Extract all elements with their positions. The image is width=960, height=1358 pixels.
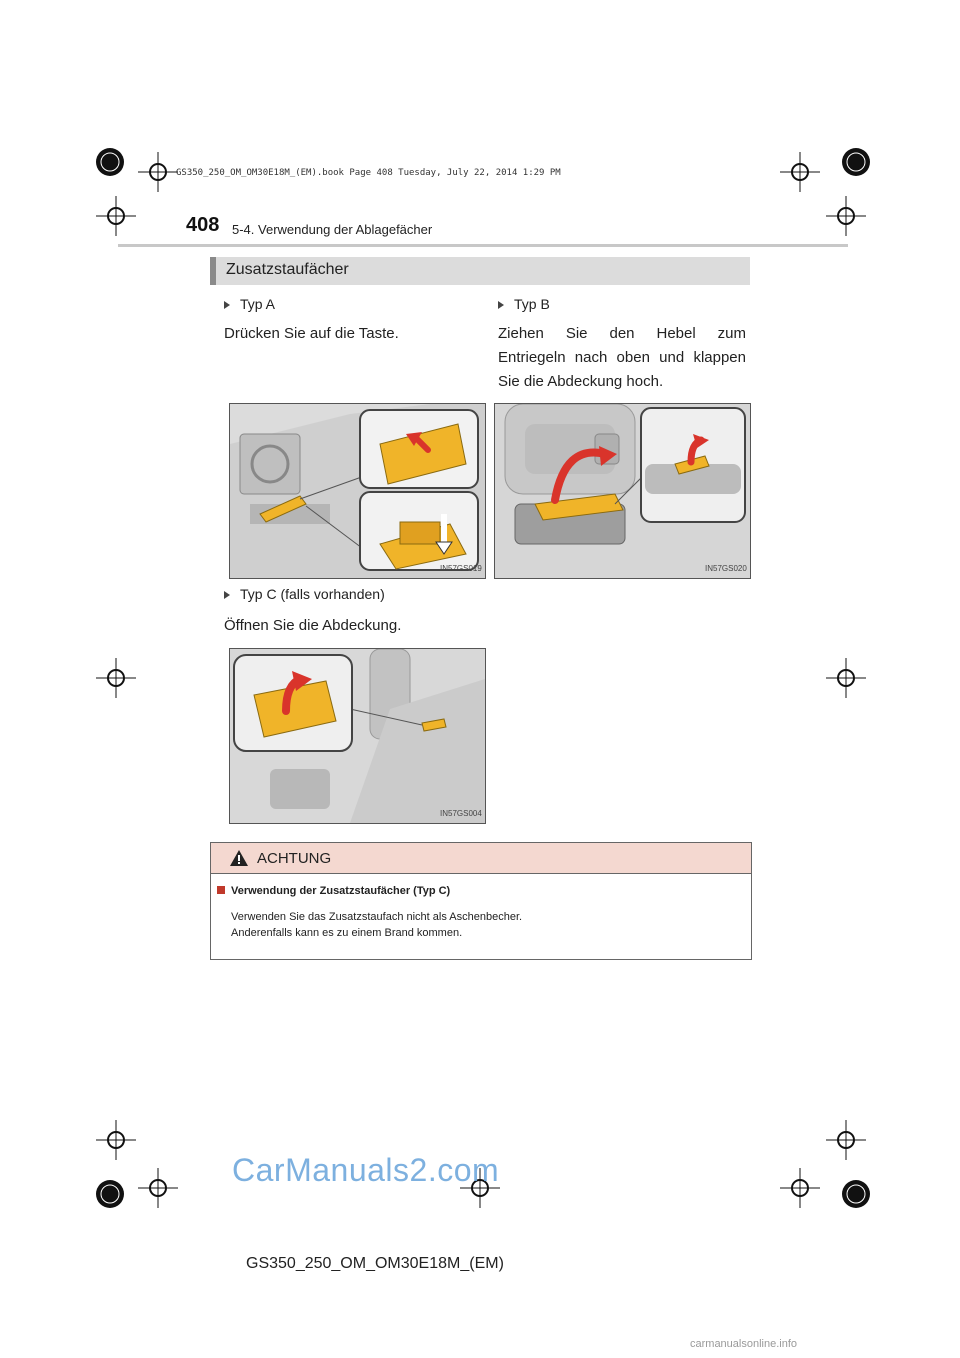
- bullet-arrow-icon: [224, 591, 230, 599]
- watermark-carmanuals2: CarManuals2.com: [232, 1152, 500, 1188]
- figure-type-a-drawing: [230, 404, 485, 578]
- type-c-text: Öffnen Sie die Abdeckung.: [224, 617, 402, 634]
- warning-line-2: Anderenfalls kann es zu einem Brand kommen.: [231, 927, 463, 939]
- registration-mark-top-right-icon: [834, 140, 878, 184]
- square-bullet-icon: [217, 886, 225, 894]
- figure-type-c-drawing: [230, 649, 485, 823]
- section-heading: [210, 257, 750, 285]
- type-a-label-text: Typ A: [240, 296, 276, 312]
- footer-code: GS350_250_OM_OM30E18M_(EM): [246, 1255, 504, 1272]
- registration-mark-bottom-left-icon: [88, 1172, 132, 1216]
- section-accent: [210, 257, 216, 285]
- figure-type-b: [494, 403, 751, 579]
- crosshair-upper-left-icon: [94, 194, 138, 238]
- section-title: Zusatzstaufächer: [226, 261, 349, 278]
- type-c-label: [224, 586, 385, 602]
- watermark-carmanualsonline: carmanualsonline.info: [690, 1338, 798, 1350]
- type-b-label: [498, 296, 550, 312]
- warning-title: ACHTUNG: [257, 850, 332, 867]
- bullet-arrow-icon: [224, 301, 230, 309]
- breadcrumb: 5-4. Verwendung der Ablagefächer: [232, 222, 433, 237]
- crosshair-lower-left-icon: [94, 1118, 138, 1162]
- type-c-label-text: Typ C (falls vorhanden): [240, 586, 385, 602]
- figure-type-c-code: IN57GS004: [440, 809, 482, 818]
- crosshair-upper-right-icon: [824, 194, 868, 238]
- figure-type-b-code: IN57GS020: [705, 564, 747, 573]
- warning-line-1: Verwenden Sie das Zusatzstaufach nicht als Aschenbecher.: [231, 911, 523, 923]
- figure-type-a-code: IN57GS019: [440, 564, 482, 573]
- crosshair-middle-right-icon: [824, 656, 868, 700]
- crosshair-middle-left-icon: [94, 656, 138, 700]
- crosshair-top-right-icon: [778, 150, 822, 194]
- print-info: GS350_250_OM_OM30E18M_(EM).book Page 408 Tuesday, July 22, 2014 1:29 PM: [176, 168, 561, 178]
- warning-subtitle: [217, 885, 450, 897]
- warning-triangle-icon: [229, 849, 249, 867]
- bullet-arrow-icon: [498, 301, 504, 309]
- registration-mark-top-left-icon: [88, 140, 132, 184]
- warning-header: [211, 843, 751, 874]
- crosshair-bottom-left-icon: [136, 1166, 180, 1210]
- crosshair-bottom-right-icon: [778, 1166, 822, 1210]
- page-number: 408: [186, 214, 220, 236]
- crosshair-top-left-icon: [136, 150, 180, 194]
- figure-type-a: [229, 403, 486, 579]
- registration-mark-bottom-right-icon: [834, 1172, 878, 1216]
- figure-type-b-drawing: [495, 404, 750, 578]
- type-b-label-text: Typ B: [514, 296, 550, 312]
- type-b-text: Ziehen Sie den Hebel zum Entriegeln nach oben und klappen Sie die Abdeckung hoch.: [498, 325, 746, 390]
- warning-body: [231, 909, 522, 941]
- figure-type-c: [229, 648, 486, 824]
- type-a-text: Drücken Sie auf die Taste.: [224, 325, 399, 342]
- crosshair-lower-right-icon: [824, 1118, 868, 1162]
- header-divider: [118, 244, 848, 247]
- warning-box: [210, 842, 752, 960]
- type-a-label: [224, 296, 275, 312]
- warning-subtitle-text: Verwendung der Zusatzstaufächer (Typ C): [231, 885, 451, 897]
